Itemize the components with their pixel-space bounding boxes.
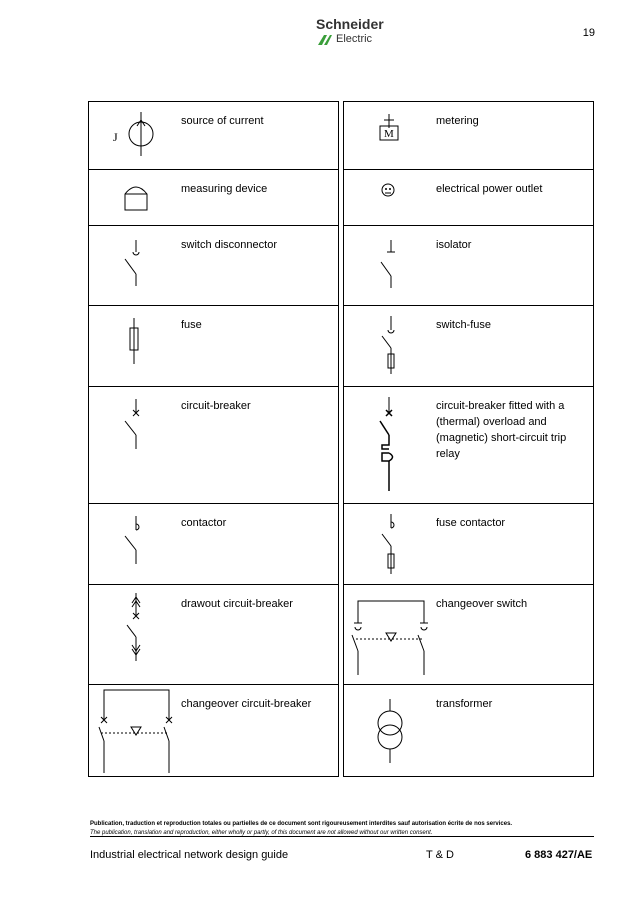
fuse-icon [89, 306, 179, 387]
table-row [89, 102, 338, 169]
table-row [89, 305, 338, 387]
symbols-table-right [343, 101, 594, 777]
svg-text:J: J [113, 130, 118, 144]
symbol-label: drawout circuit-breaker [181, 598, 293, 610]
circuit-breaker-icon [89, 387, 179, 504]
drawout-circuit-breaker-icon [89, 585, 179, 685]
table-row [344, 503, 593, 585]
table-row [344, 169, 593, 226]
table-row [89, 169, 338, 226]
changeover-switch-icon [344, 585, 434, 685]
symbol-label: transformer [436, 698, 493, 710]
footer-divider [90, 836, 594, 837]
switch-disconnector-icon [89, 226, 179, 306]
transformer-icon [344, 685, 434, 777]
power-outlet-icon [344, 170, 434, 226]
symbol-label: fuse [181, 319, 202, 331]
table-row [344, 386, 593, 504]
page-number: 19 [582, 27, 595, 39]
symbol-label: contactor [181, 517, 227, 529]
table-row [89, 584, 338, 685]
symbol-label: circuit-breaker [181, 400, 251, 412]
symbol-label: metering [436, 115, 479, 127]
symbol-label: isolator [436, 239, 472, 251]
svg-text:M: M [384, 128, 394, 140]
table-row [344, 305, 593, 387]
isolator-icon [344, 226, 434, 306]
contactor-icon [89, 504, 179, 585]
footer-department: T & D [426, 849, 454, 861]
switch-fuse-icon [344, 306, 434, 387]
symbol-label: measuring device [181, 183, 268, 195]
metering-icon [344, 102, 434, 169]
symbol-label: circuit-breaker fitted with a (thermal) overload and (magnetic) short-circuit trip relay [436, 400, 567, 460]
table-row [89, 503, 338, 585]
legal-notice-french: Publication, traduction et reproduction totales ou partielles de ce document sont rigoureusement interdites sauf autorisation écrite de nos services. [90, 821, 513, 827]
fuse-contactor-icon [344, 504, 434, 585]
legal-notice-english: The publication, translation and reproduction, either wholly or partly, of this document are not allowed without our written consent. [90, 830, 433, 836]
table-row [344, 584, 593, 685]
footer-document-title: Industrial electrical network design guide [90, 849, 289, 861]
changeover-circuit-breaker-icon [89, 685, 179, 777]
table-row [344, 684, 593, 777]
logo-mark-icon [316, 33, 333, 47]
footer-document-code: 6 883 427/AE [525, 849, 593, 861]
table-row [89, 225, 338, 306]
measuring-device-icon [89, 170, 179, 226]
source-of-current-icon [89, 102, 179, 169]
table-row [89, 386, 338, 504]
symbol-label: changeover switch [436, 598, 528, 610]
schneider-logo [316, 16, 394, 50]
symbols-table-left [88, 101, 339, 777]
logo-brand: Schneider [316, 16, 384, 32]
circuit-breaker-trip-relay-icon [344, 387, 434, 504]
symbol-label: switch disconnector [181, 239, 277, 251]
symbol-label: electrical power outlet [436, 183, 543, 195]
table-row [344, 102, 593, 169]
logo-sub: Electric [336, 33, 373, 45]
symbol-label: fuse contactor [436, 517, 506, 529]
symbol-label: source of current [181, 115, 264, 127]
table-row [344, 225, 593, 306]
symbol-label: changeover circuit-breaker [181, 698, 312, 710]
table-row [89, 684, 338, 777]
symbol-label: switch-fuse [436, 319, 492, 331]
